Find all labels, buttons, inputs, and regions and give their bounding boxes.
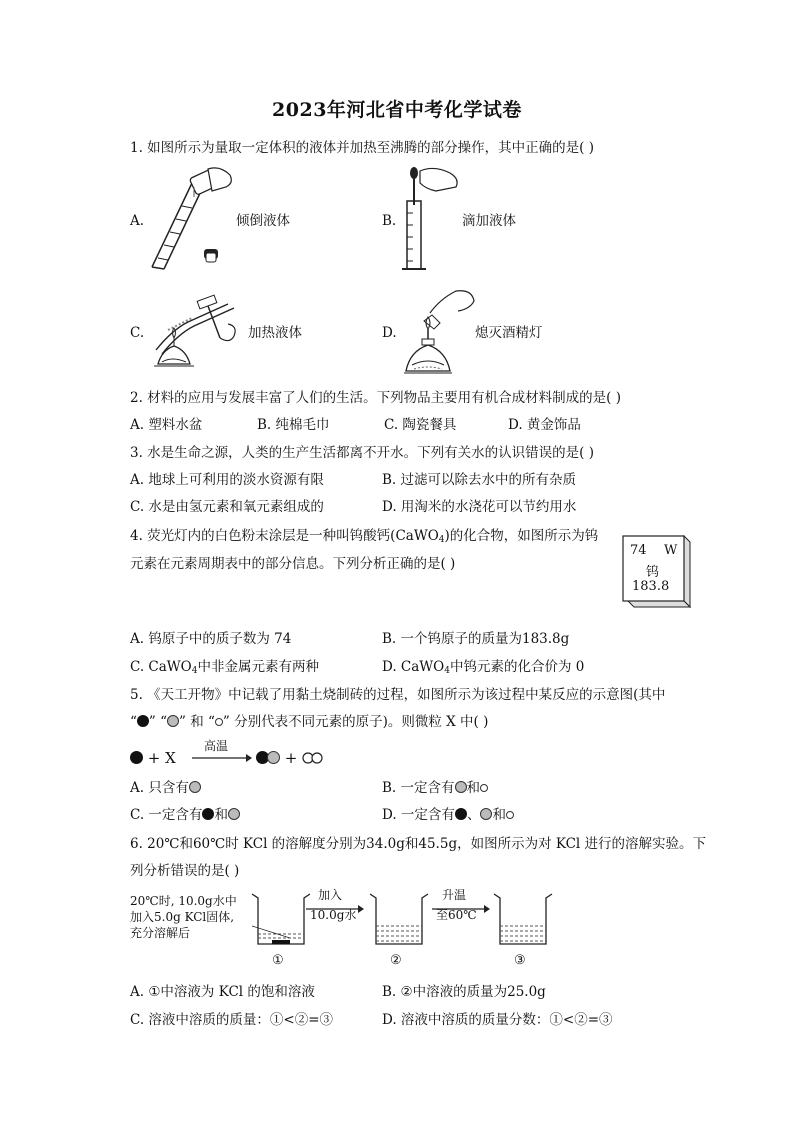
q3-option-a: A. 地球上可利用的淡水资源有限 (130, 472, 324, 488)
beaker-3-label: ③ (514, 953, 526, 968)
gray-atom-icon (189, 781, 201, 793)
q6-stem-line1: 6. 20℃和60℃时 KCl 的溶解度分别为34.0g和45.5g，如图所示为对 KCl 进行的溶解实验。下 (130, 836, 707, 852)
q4-option-a: A. 钨原子中的质子数为 74 (130, 631, 292, 647)
q2-stem: 2. 材料的应用与发展丰富了人们的生活。下列物品主要用有机合成材料制成的是( ) (130, 390, 621, 406)
q5-option-b: B. 一定含有 和 (382, 779, 488, 797)
beaker-2-figure (368, 890, 430, 948)
gray-atom-icon (267, 751, 280, 764)
black-atom-icon (130, 751, 143, 764)
q3-option-b: B. 过滤可以除去水中的所有杂质 (382, 472, 577, 488)
black-atom-icon (455, 808, 467, 820)
q6-option-c: C. 溶液中溶质的质量：①<②=③ (130, 1012, 334, 1028)
q4-option-d: D. CaWO$_4$中钨元素的化合价为 0 (382, 659, 585, 676)
q6-setup-text: 20℃时, 10.0g水中 加入5.0g KCl固体, 充分溶解后 (130, 894, 237, 940)
q1-extinguishing-lamp-figure (400, 285, 480, 375)
q4-stem-line2: 元素在元素周期表中的部分信息。下列分析正确的是( ) (130, 556, 456, 572)
q1-option-a-letter: A. (130, 213, 145, 229)
q4-stem-line1: 4. 荧光灯内的白色粉末涂层是一种叫钨酸钙(CaWO$_4$)的化合物，如图所示为钨 (130, 528, 599, 545)
beaker-3-figure (492, 890, 554, 948)
white-atom-icon (215, 718, 223, 726)
q1-option-c-letter: C. (130, 325, 145, 341)
element-atomic-number: 74 (630, 543, 647, 558)
white-diatomic-molecule-icon (302, 752, 324, 764)
q6-option-d: D. 溶液中溶质的质量分数：①<②=③ (382, 1012, 613, 1028)
q3-option-d: D. 用淘米的水浇花可以节约用水 (382, 499, 577, 515)
arrow-2-bottom-label: 至60℃ (436, 908, 477, 922)
black-atom-icon (202, 808, 214, 820)
reaction-products: + (256, 749, 324, 767)
q3-stem: 3. 水是生命之源，人类的生产生活都离不开水。下列有关水的认识错误的是( ) (130, 445, 594, 461)
q6-option-b: B. ②中溶液的质量为25.0g (382, 984, 546, 1000)
q5-option-a: A. 只含有 (130, 779, 201, 797)
q2-option-d: D. 黄金饰品 (508, 417, 581, 433)
reactant-x: + X (147, 749, 176, 767)
white-atom-icon (506, 811, 514, 819)
q1-option-b-text: 滴加液体 (462, 213, 516, 229)
arrow-1-bottom-label: 10.0g水 (310, 908, 357, 922)
beaker-1-label: ① (272, 953, 284, 968)
q1-stem: 1. 如图所示为量取一定体积的液体并加热至沸腾的部分操作，其中正确的是( ) (130, 140, 594, 156)
reaction-arrow-icon (192, 752, 252, 764)
q1-option-d-letter: D. (382, 325, 397, 341)
q1-option-c-text: 加热液体 (248, 325, 302, 341)
q1-pouring-liquid-figure (148, 165, 238, 270)
q5-stem-line1: 5. 《天工开物》中记载了用黏土烧制砖的过程，如图所示为该过程中某反应的示意图(其中 (130, 687, 666, 703)
q4-option-c: C. CaWO$_4$中非金属元素有两种 (130, 659, 319, 676)
arrow-1-top-label: 加入 (318, 888, 343, 902)
white-atom-icon (480, 784, 488, 792)
q1-option-d-text: 熄灭酒精灯 (475, 325, 543, 341)
tungsten-element-card (622, 535, 688, 603)
page-title: 2023年河北省中考化学试卷 (272, 99, 522, 121)
q2-option-b: B. 纯棉毛巾 (257, 417, 330, 433)
q1-option-a-text: 倾倒液体 (236, 213, 290, 229)
q1-dropping-liquid-figure (398, 165, 468, 273)
element-atomic-mass: 183.8 (632, 579, 670, 594)
beaker-1-figure (250, 890, 312, 948)
q6-stem-line2: 列分析错误的是( ) (130, 863, 240, 879)
q5-stem-line2: “ ” “ ” 和 “ ” 分别代表不同元素的原子)。则微粒 X 中( ) (130, 714, 489, 730)
q5-option-c: C. 一定含有 和 (130, 806, 240, 824)
q4-option-b: B. 一个钨原子的质量为183.8g (382, 631, 570, 647)
q1-option-b-letter: B. (382, 213, 397, 229)
gray-atom-icon (228, 808, 240, 820)
element-name: 钨 (646, 565, 660, 580)
q2-option-c: C. 陶瓷餐具 (384, 417, 457, 433)
q2-option-a: A. 塑料水盆 (130, 417, 203, 433)
gray-atom-icon (167, 715, 179, 727)
gray-atom-icon (480, 808, 492, 820)
gray-atom-icon (455, 781, 467, 793)
reaction-condition: 高温 (204, 739, 229, 753)
black-atom-icon (137, 715, 149, 727)
q5-option-d: D. 一定含有 、 和 (382, 806, 514, 824)
q6-option-a: A. ①中溶液为 KCl 的饱和溶液 (130, 984, 315, 1000)
q5-reaction-equation (130, 749, 176, 767)
q3-option-c: C. 水是由氢元素和氧元素组成的 (130, 499, 324, 515)
arrow-2-top-label: 升温 (442, 888, 467, 902)
beaker-2-label: ② (390, 953, 402, 968)
element-symbol: W (664, 543, 678, 558)
q1-heating-liquid-figure (148, 288, 248, 370)
